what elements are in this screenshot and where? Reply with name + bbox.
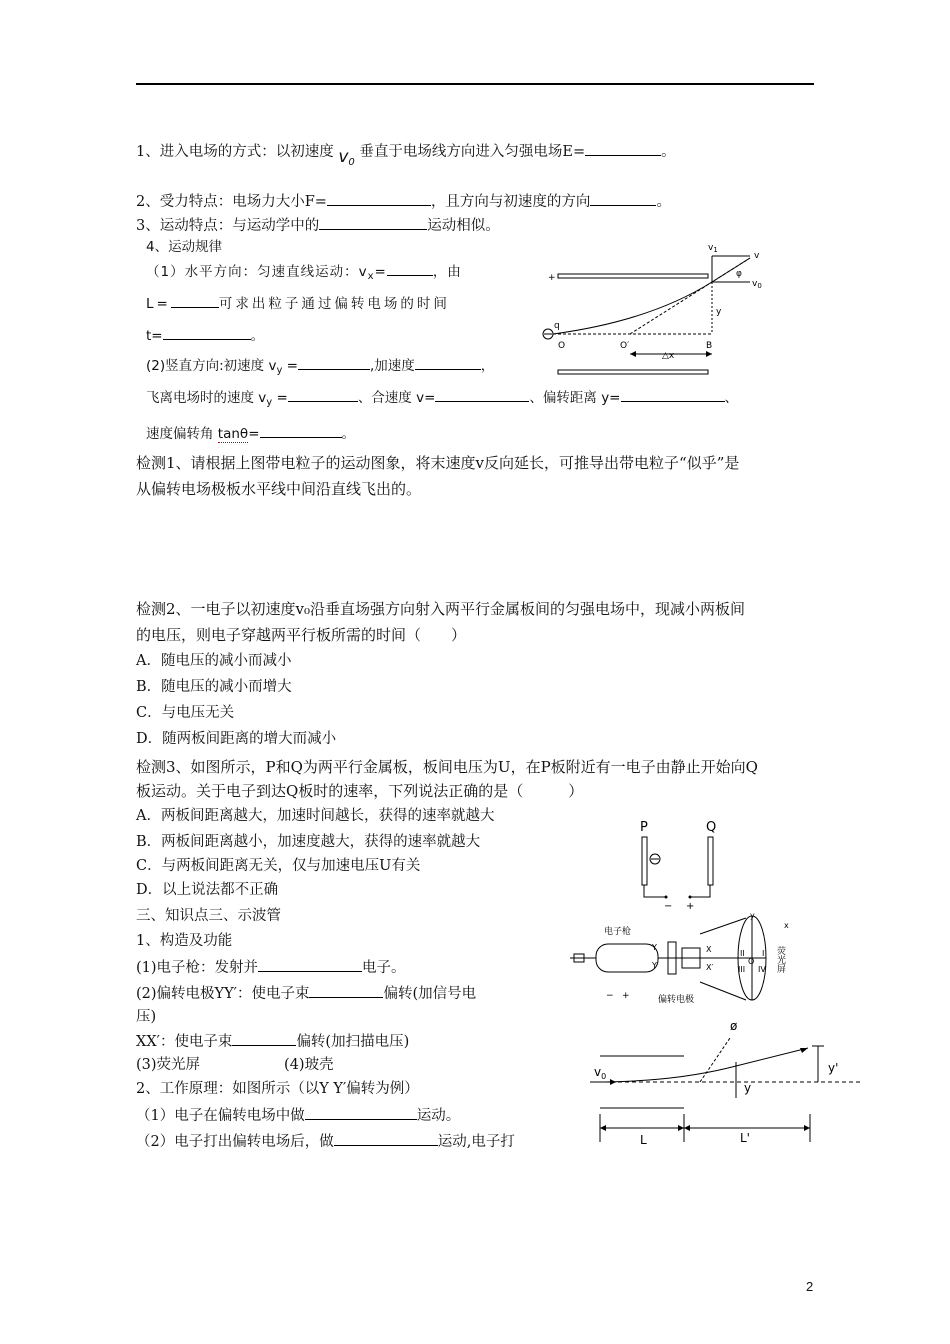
upper-plate xyxy=(558,274,708,278)
q1-label: I xyxy=(762,949,765,958)
v0-label: $v_0$ xyxy=(594,1065,607,1081)
minus-terminal: − xyxy=(664,901,673,912)
o-prime-label: O′ xyxy=(620,341,630,351)
electron-gun-line: (1)电子枪：发射并 电子。 xyxy=(136,957,406,978)
plate-q xyxy=(708,837,713,885)
yy-electrode-line: (2)偏转电极YY′：使电子束 偏转(加信号电 xyxy=(136,983,476,1004)
deflection-screen-diagram xyxy=(590,1018,870,1148)
check2-option-a: A．随电压的减小而减小 xyxy=(136,653,292,669)
y-label: y xyxy=(744,1081,752,1095)
lower-plate xyxy=(558,370,708,374)
s1-suffix: 垂直于电场线方向进入匀强电场E= xyxy=(359,144,586,160)
tan-theta: tanθ xyxy=(217,426,249,442)
v0-label: $v_0$ xyxy=(752,279,762,290)
blank-e xyxy=(585,141,661,156)
q2-label: II xyxy=(740,949,745,958)
page-number: 2 xyxy=(806,1279,814,1294)
origin-label: O xyxy=(748,957,755,966)
q-label: Q xyxy=(706,820,717,835)
v0-symbol: $v_0$ xyxy=(338,147,355,168)
blank-motion-type xyxy=(319,215,427,230)
y-prime-label: Y′ xyxy=(652,961,659,970)
y-prime-label: y' xyxy=(828,1061,839,1075)
trajectory xyxy=(553,282,712,334)
statement-1: 1、进入电场的方式：以初速度 $v_0$ 垂直于电场线方向进入匀强电场E= 。 xyxy=(136,141,676,167)
gun-label: 电子枪 xyxy=(604,927,632,937)
l-prime-label: L' xyxy=(740,1131,750,1145)
dx-label: △x xyxy=(662,351,675,361)
motion-law-line-4: (2)竖直方向:初速度 $v_y$ = ,加速度 ， xyxy=(146,355,494,381)
check3-option-d: D．以上说法都不正确 xyxy=(136,882,279,898)
principle-line-1: （1）电子在偏转电场中做 运动。 xyxy=(136,1105,460,1126)
electron-gun xyxy=(596,944,658,972)
plates-label: 偏转电极 xyxy=(658,995,695,1005)
gun-plus: + xyxy=(622,991,630,1001)
check3-option-a: A．两板间距离越大，加速时间越长，获得的速率就越大 xyxy=(136,808,495,824)
b-label: B xyxy=(706,341,713,351)
deflection-diagram xyxy=(540,236,780,386)
p-label: P xyxy=(640,820,648,835)
x-prime-label: X′ xyxy=(706,963,714,972)
motion-law-line-5: 飞离电场时的速度 $v_y$ = 、合速度 v= 、偏转距离 y= 、 xyxy=(146,387,738,413)
header-rule xyxy=(136,83,814,85)
plus-terminal: + xyxy=(686,901,695,912)
plus-label: + xyxy=(548,273,556,283)
oscilloscope-tube-diagram xyxy=(566,910,806,1008)
section3-title: 三、知识点三、示波管 xyxy=(136,908,281,924)
q3-label: III xyxy=(738,965,746,974)
x-plate-label: X xyxy=(706,945,712,954)
blank-force xyxy=(327,191,431,206)
l-label: L xyxy=(640,1133,647,1147)
principle-line-2: （2）电子打出偏转电场后，做 运动,电子打 xyxy=(136,1131,515,1152)
s1-prefix: 1、进入电场的方式：以初速度 xyxy=(136,144,334,160)
v-label: v xyxy=(754,251,760,261)
o-label: O xyxy=(558,341,566,351)
check1-line1: 检测1、请根据上图带电粒子的运动图象，将末速度v反向延长，可推导出带电粒子“似乎”是 xyxy=(136,454,740,472)
check3-line1: 检测3、如图所示，P和Q为两平行金属板，板间电压为U，在P板附近有一电子由静止开始向Q xyxy=(136,758,758,776)
check2-option-c: C．与电压无关 xyxy=(136,705,235,721)
phi-angle-label: ø xyxy=(730,1019,738,1033)
motion-law-line-6: 速度偏转角 tanθ= 。 xyxy=(146,423,355,444)
motion-law-line-2: L= 可求出粒子通过偏转电场的时间 xyxy=(146,293,450,314)
y-label: y xyxy=(716,307,722,317)
statement-3: 3、运动特点：与运动学中的 运动相似。 xyxy=(136,215,500,236)
check2-line1: 检测2、一电子以初速度v₀沿垂直场强方向射入两平行金属板间的匀强电场中，现减小两板间 xyxy=(136,600,746,618)
phi-label: φ xyxy=(736,269,742,279)
check2-option-d: D．随两板间距离的增大而减小 xyxy=(136,731,337,747)
pq-plates-diagram xyxy=(620,815,730,915)
check1-line2: 从偏转电场极板水平线中间沿直线飞出的。 xyxy=(136,480,422,498)
blank-direction xyxy=(590,191,656,206)
axis-y-label: y xyxy=(750,911,755,920)
q-label: q xyxy=(554,321,560,331)
check3-line2: 板运动。关于电子到达Q板时的速率，下列说法正确的是（ ） xyxy=(136,782,584,800)
axis-x-label: x xyxy=(784,921,789,930)
section3-h2: 2、工作原理：如图所示（以Y Y′偏转为例） xyxy=(136,1081,419,1097)
motion-law-line-3: t= 。 xyxy=(146,325,264,346)
yy-electrode-line-2: 压) xyxy=(136,1009,157,1025)
plate-p xyxy=(642,837,647,885)
v1-label: $v_1$ xyxy=(708,243,718,254)
check3-option-c: C．与两板间距离无关，仅与加速电压U有关 xyxy=(136,858,421,874)
xx-electrode-line: XX′：使电子束 偏转(加扫描电压) xyxy=(136,1031,409,1052)
y-label: Y xyxy=(652,943,657,952)
check3-option-b: B．两板间距离越小，加速度越大，获得的速率就越大 xyxy=(136,834,481,850)
motion-law-line-1: （1）水平方向：匀速直线运动：$v_x=$ ，由 xyxy=(146,261,462,287)
section3-h1: 1、构造及功能 xyxy=(136,933,233,949)
exit-ray xyxy=(728,1048,808,1068)
electron-path xyxy=(594,1068,728,1082)
screen-shell-line: (3)荧光屏 (4)玻壳 xyxy=(136,1057,334,1073)
motion-law-title: 4、运动规律 xyxy=(146,239,223,255)
statement-2: 2、受力特点：电场力大小F= ，且方向与初速度的方向 。 xyxy=(136,191,671,212)
gun-minus: − xyxy=(606,991,614,1001)
velocity-v xyxy=(712,258,750,282)
q4-label: IV xyxy=(758,965,766,974)
check2-line2: 的电压，则电子穿越两平行板所需的时间（ ） xyxy=(136,626,467,644)
check2-option-b: B．随电压的减小而增大 xyxy=(136,679,292,695)
screen-label: 荧光屏 xyxy=(775,946,785,973)
